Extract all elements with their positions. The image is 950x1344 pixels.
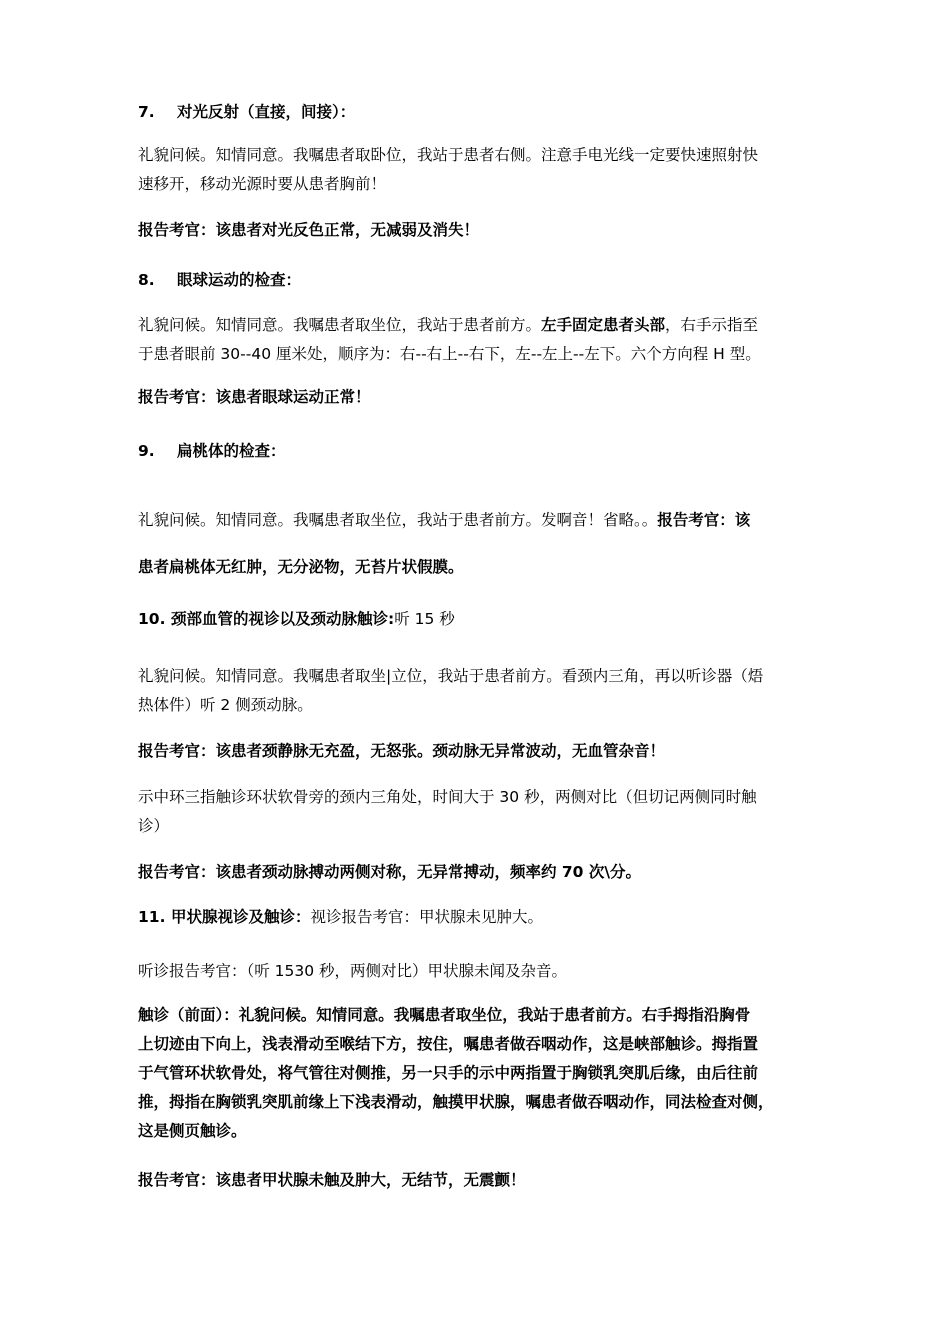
paragraph-text: ，右手示指至 [665, 316, 759, 334]
section-title: 甲状腺视诊及触诊： [171, 908, 311, 926]
report-lead: 报告考官：该 [657, 511, 751, 529]
paragraph-line: 于气管环状软骨处，将气管往对侧推，另一只手的示中两指置于胸锁乳突肌后缘，由后往前 [138, 1064, 759, 1082]
section-8-heading [138, 266, 828, 295]
section-number: 8. [138, 271, 155, 289]
section-8-report: 报告考官：该患者眼球运动正常！ [138, 388, 371, 406]
paragraph-line: 这是侧页触诊。 [138, 1122, 247, 1140]
paragraph-line: 示中环三指触诊环状软骨旁的颈内三角处，时间大于 30 秒，两侧对比（但切记两侧同时触 [138, 788, 757, 806]
section-8-paragraph [138, 311, 828, 369]
paragraph-text: 礼貌问候。知情同意。我嘱患者取坐位，我站于患者前方。发啊音！省略。。 [138, 511, 658, 529]
paragraph-line: 推，拇指在胸锁乳突肌前缘上下浅表滑动，触摸甲状腺，嘱患者做吞咽动作，同法检查对侧， [138, 1093, 774, 1111]
section-number: 11. [138, 908, 166, 926]
section-11-paragraph-1: 听诊报告考官：（听 1530 秒，两侧对比）甲状腺未闻及杂音。 [138, 962, 568, 980]
section-number: 7. [138, 103, 155, 121]
section-number: 10. [138, 610, 166, 628]
section-11-paragraph-2 [138, 1001, 828, 1146]
paragraph-line: 热体件）听 2 侧颈动脉。 [138, 696, 313, 714]
emphasis-text: 左手固定患者头部 [541, 316, 666, 334]
section-11-report: 报告考官：该患者甲状腺未触及肿大，无结节，无震颤！ [138, 1171, 526, 1189]
section-11-heading [138, 903, 828, 932]
section-10-paragraph-1 [138, 662, 828, 720]
paragraph-line: 礼貌问候。知情同意。我嘱患者取坐|立位，我站于患者前方。看颈内三角，再以听诊器（焐 [138, 667, 764, 685]
section-title: 眼球运动的检查： [177, 271, 302, 289]
section-9-paragraph [138, 506, 828, 535]
paragraph-line: 诊） [138, 817, 170, 835]
section-9-report: 患者扁桃体无红肿，无分泌物，无苔片状假膜。 [138, 558, 464, 576]
section-title: 对光反射（直接，间接）： [177, 103, 356, 121]
paragraph-text: 礼貌问候。知情同意。我嘱患者取坐位，我站于患者前方。 [138, 316, 542, 334]
section-7-heading [138, 98, 828, 127]
paragraph-line: 触诊（前面）：礼貌问候。知情同意。我嘱患者取坐位，我站于患者前方。右手拇指沿胸骨 [138, 1006, 751, 1024]
section-number: 9. [138, 442, 155, 460]
section-9-heading [138, 437, 828, 466]
paragraph-line: 礼貌问候。知情同意。我嘱患者取卧位，我站于患者右侧。注意手电光线一定要快速照射快 [138, 146, 759, 164]
paragraph-line [138, 311, 828, 340]
section-title: 扁桃体的检查： [177, 442, 286, 460]
section-title-note: 视诊报告考官：甲状腺未见肿大。 [310, 908, 544, 926]
section-7-report: 报告考官：该患者对光反色正常，无减弱及消失！ [138, 221, 480, 239]
paragraph-line: 于患者眼前 30--40 厘米处，顺序为：右--右上--右下，左--左上--左下。六个方向程 H 型。 [138, 345, 761, 363]
section-title: 颈部血管的视诊以及颈动脉触诊: [171, 610, 395, 628]
section-10-paragraph-2 [138, 783, 828, 841]
paragraph-line: 上切迹由下向上，浅表滑动至喉结下方，按住，嘱患者做吞咽动作，这是峡部触诊。拇指置 [138, 1035, 759, 1053]
paragraph-line: 速移开，移动光源时要从患者胸前！ [138, 175, 387, 193]
section-10-report-2: 报告考官：该患者颈动脉搏动两侧对称，无异常搏动，频率约 70 次\分。 [138, 863, 642, 881]
section-title-note: 听 15 秒 [394, 610, 455, 628]
section-10-heading [138, 605, 828, 634]
section-10-report-1: 报告考官：该患者颈静脉无充盈，无怒张。颈动脉无异常波动，无血管杂音！ [138, 742, 666, 760]
section-7-paragraph [138, 141, 828, 199]
